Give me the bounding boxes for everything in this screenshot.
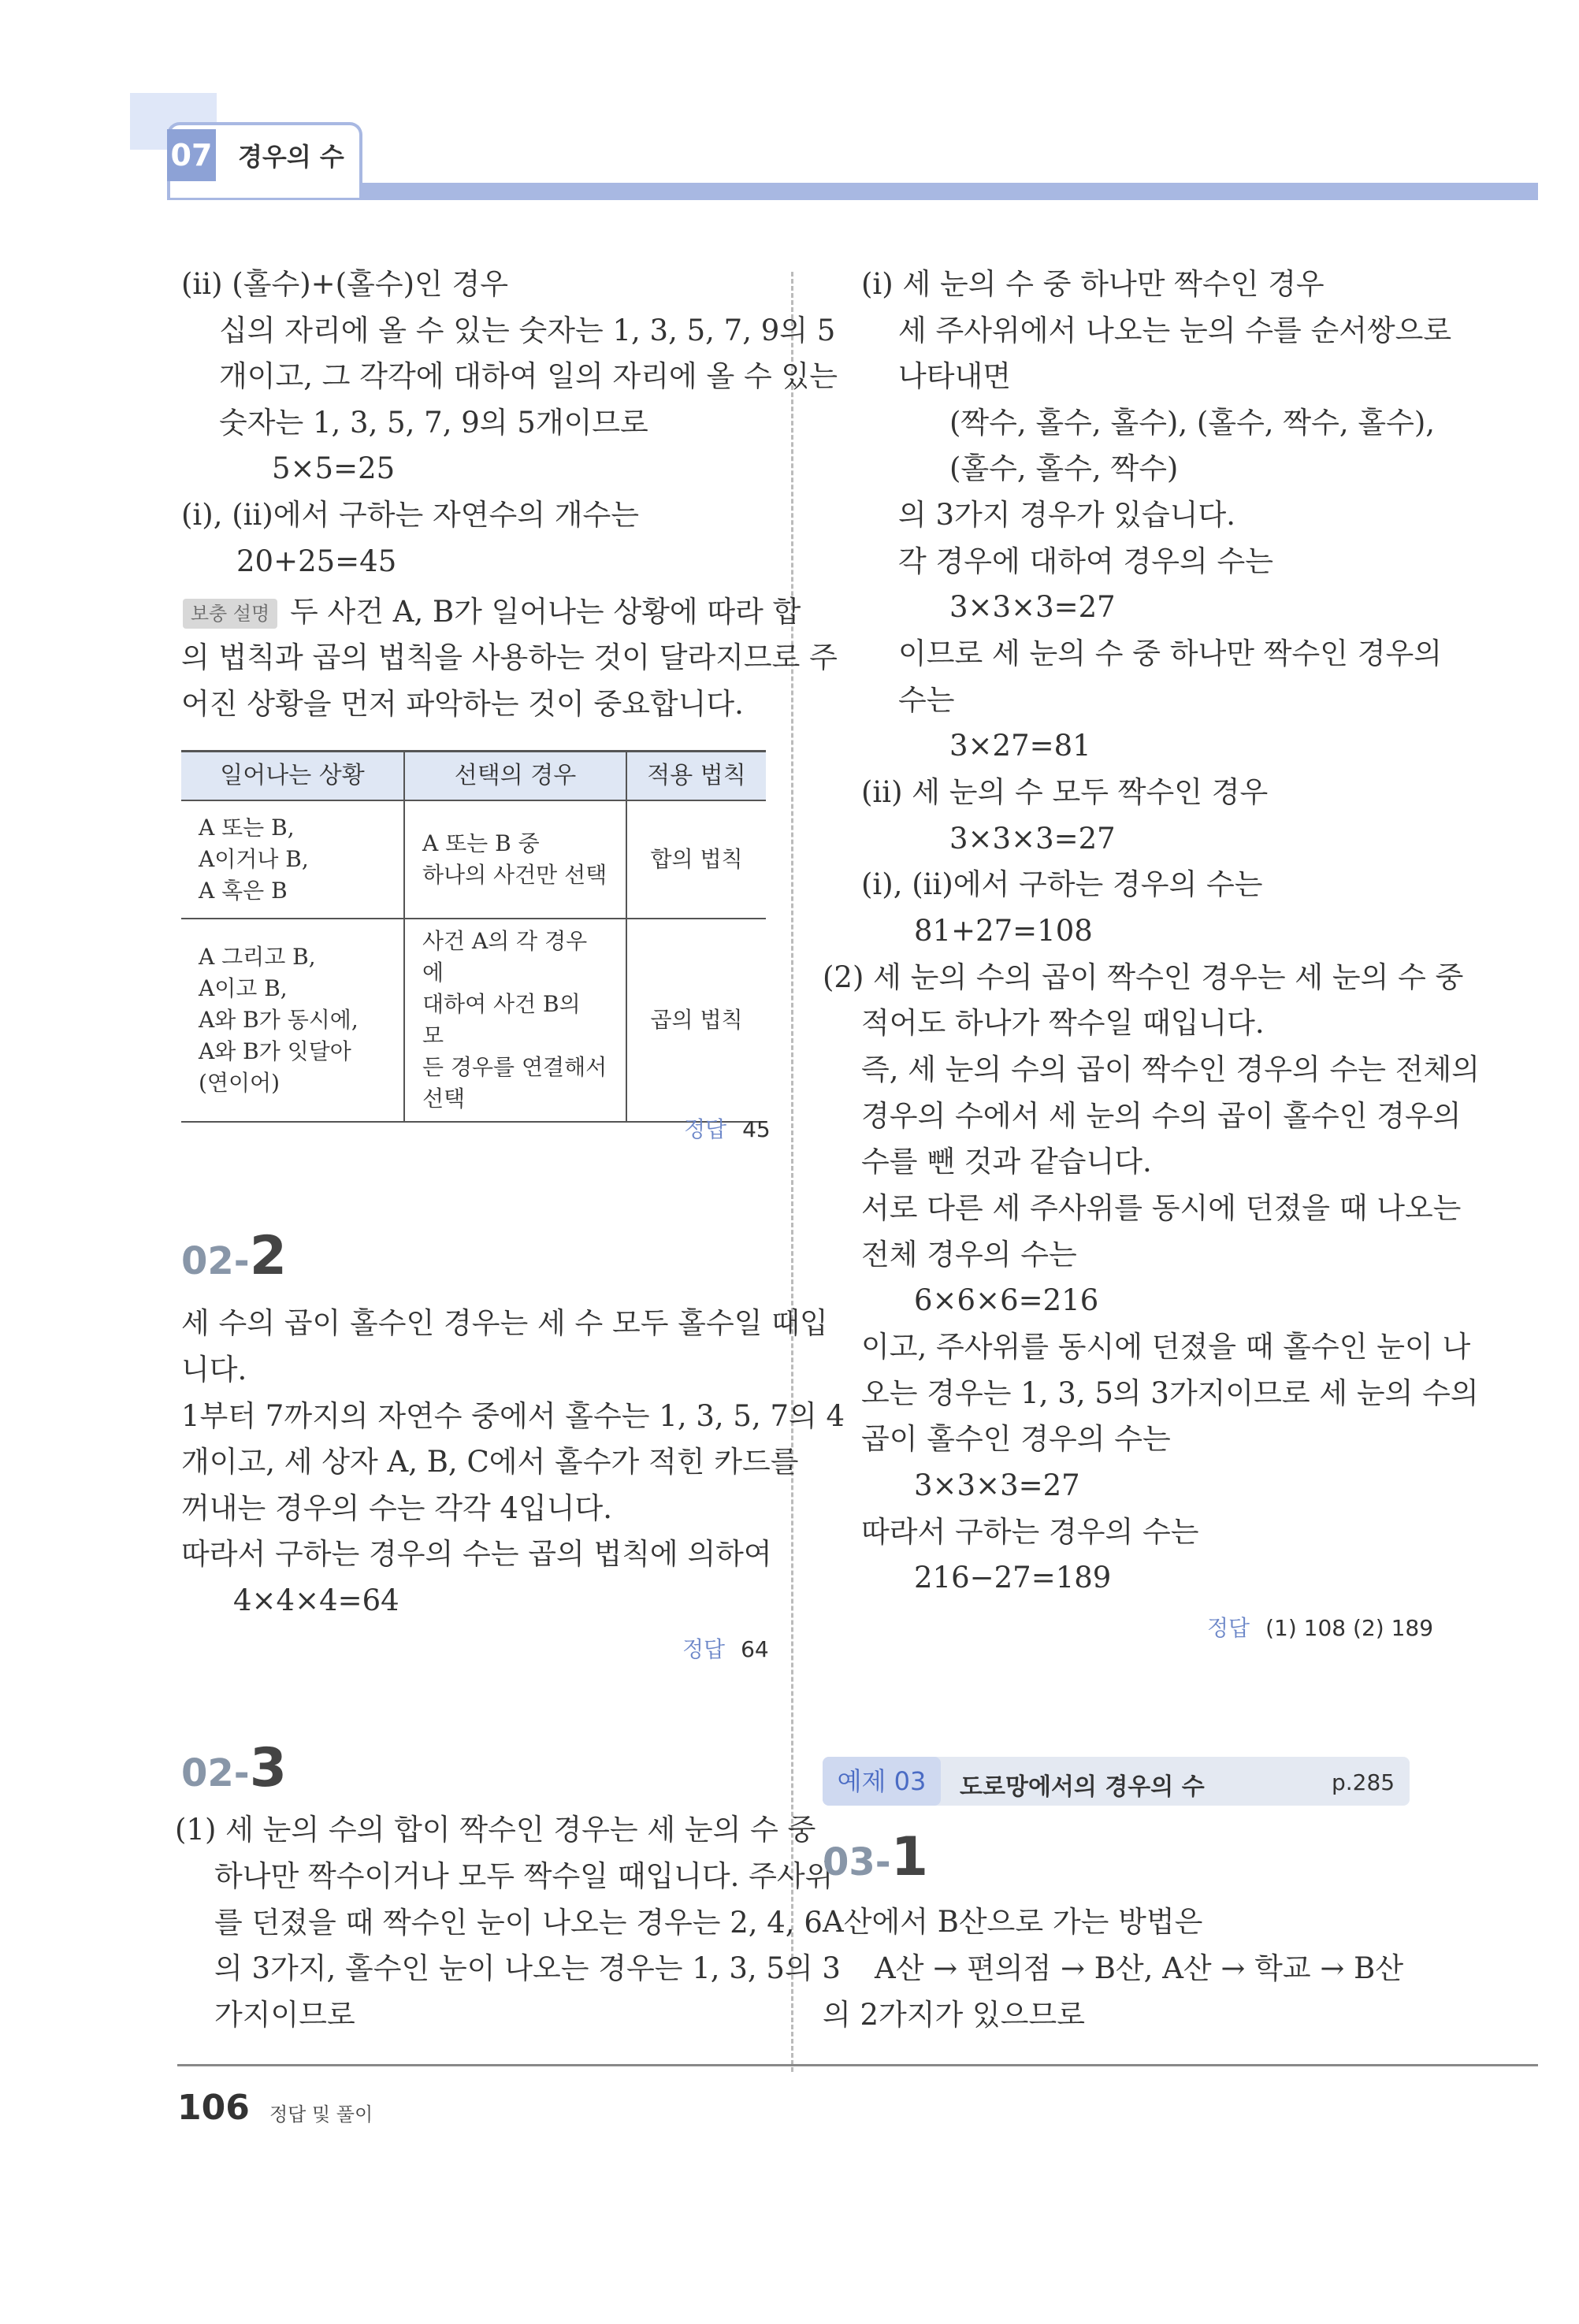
rules-table	[181, 750, 766, 1123]
text-line: (짝수, 홀수, 홀수), (홀수, 짝수, 홀수),	[949, 406, 1436, 440]
text-line: 각 경우에 대하여 경우의 수는	[898, 544, 1273, 578]
header-bar	[167, 183, 1538, 200]
footer-section: 정답 및 풀이	[269, 2103, 373, 2125]
answer-label: 정답	[684, 1116, 727, 1142]
text-line: 꺼내는 경우의 수는 각각 4입니다.	[181, 1491, 612, 1525]
text-line: 나타내면	[898, 359, 1011, 393]
equation: 6×6×6=216	[914, 1283, 1099, 1317]
text-line: 이므로 세 눈의 수 중 하나만 짝수인 경우의	[898, 637, 1442, 670]
text-line: 가지이므로	[214, 1998, 355, 2032]
text-line: 따라서 구하는 경우의 수는 곱의 법칙에 의하여	[181, 1537, 772, 1571]
text-line: A산에서 B산으로 가는 방법은	[823, 1905, 1203, 1939]
text-line: (2) 세 눈의 수의 곱이 짝수인 경우는 세 눈의 수 중	[823, 960, 1464, 994]
text-line: (ⅰ), (ⅱ)에서 구하는 자연수의 개수는	[181, 498, 639, 532]
answer-label: 정답	[682, 1636, 726, 1662]
note-line: 의 법칙과 곱의 법칙을 사용하는 것이 달라지므로 주	[181, 640, 838, 674]
chapter-number: 07	[167, 129, 216, 181]
note-line: 어진 상황을 먼저 파악하는 것이 중요합니다.	[181, 687, 744, 721]
page-number: 106	[177, 2088, 250, 2128]
section-heading-02-3: 02-3	[181, 1737, 288, 1799]
equation: 3×27=81	[949, 729, 1091, 763]
text-line: 의 3가지, 홀수인 눈이 나오는 경우는 1, 3, 5의 3	[214, 1951, 841, 1985]
text-line: 숫자는 1, 3, 5, 7, 9의 5개이므로	[219, 406, 648, 440]
text-line: 따라서 구하는 경우의 수는	[861, 1515, 1199, 1549]
case-heading: (ⅱ) 세 눈의 수 모두 짝수인 경우	[861, 775, 1269, 809]
table-cell: A 그리고 B, A이고 B, A와 B가 동시에, A와 B가 잇달아 (연이어)	[181, 919, 404, 1122]
table-row	[181, 919, 766, 1122]
case-heading: (ⅰ) 세 눈의 수 중 하나만 짝수인 경우	[861, 267, 1325, 301]
text-line: A산 → 편의점 → B산, A산 → 학교 → B산	[875, 1951, 1404, 1985]
column-divider	[791, 272, 793, 2072]
equation: 5×5=25	[272, 451, 396, 485]
text-line: 오는 경우는 1, 3, 5의 3가지이므로 세 눈의 수의	[861, 1376, 1479, 1410]
table-cell: 사건 A의 각 경우에 대하여 사건 B의 모 든 경우를 연결해서 선택	[404, 919, 626, 1122]
answer	[1207, 1611, 1433, 1643]
equation: 3×3×3=27	[914, 1468, 1080, 1502]
case-heading: (ⅱ) (홀수)+(홀수)인 경우	[181, 267, 508, 301]
text-line: 1부터 7까지의 자연수 중에서 홀수는 1, 3, 5, 7의 4	[181, 1399, 845, 1433]
answer-label: 정답	[1207, 1615, 1250, 1641]
text-line: 세 수의 곱이 홀수인 경우는 세 수 모두 홀수일 때입	[181, 1306, 828, 1340]
section-heading-03-1: 03-1	[823, 1826, 929, 1888]
table-cell: A 또는 B, A이거나 B, A 혹은 B	[181, 800, 404, 919]
text-line: 수를 뺀 것과 같습니다.	[861, 1145, 1152, 1179]
table-cell: A 또는 B 중 하나의 사건만 선택	[404, 800, 626, 919]
equation: 3×3×3=27	[949, 822, 1116, 856]
table-cell: 합의 법칙	[626, 800, 766, 919]
text-line: 서로 다른 세 주사위를 동시에 던졌을 때 나오는	[861, 1191, 1462, 1225]
text-line: (ⅰ), (ⅱ)에서 구하는 경우의 수는	[861, 867, 1263, 901]
equation: 81+27=108	[914, 914, 1093, 948]
text-line: (홀수, 홀수, 짝수)	[949, 451, 1179, 485]
text-line: 개이고, 그 각각에 대하여 일의 자리에 올 수 있는	[219, 359, 838, 393]
answer-value: (1) 108 (2) 189	[1265, 1615, 1434, 1641]
text-line: 십의 자리에 올 수 있는 숫자는 1, 3, 5, 7, 9의 5	[219, 314, 836, 347]
equation: 20+25=45	[236, 544, 397, 578]
table-header: 적용 법칙	[626, 752, 766, 801]
text-line: 수는	[898, 683, 955, 717]
table-header: 일어나는 상황	[181, 752, 404, 801]
note-line: 두 사건 A, B가 일어나는 상황에 따라 합	[290, 595, 801, 629]
answer	[684, 1112, 771, 1144]
text-line: 의 3가지 경우가 있습니다.	[898, 498, 1236, 532]
chapter-title: 경우의 수	[238, 142, 344, 172]
text-line: 경우의 수에서 세 눈의 수의 곱이 홀수인 경우의	[861, 1099, 1462, 1133]
text-line: 적어도 하나가 짝수일 때입니다.	[861, 1006, 1265, 1040]
text-line: 즉, 세 눈의 수의 곱이 짝수인 경우의 수는 전체의	[861, 1052, 1480, 1086]
example-title: 도로망에서의 경우의 수	[960, 1773, 1205, 1801]
text-line: 개이고, 세 상자 A, B, C에서 홀수가 적힌 카드를	[181, 1445, 799, 1479]
example-tag: 예제 03	[823, 1757, 941, 1806]
text-line: 를 던졌을 때 짝수인 눈이 나오는 경우는 2, 4, 6	[214, 1906, 823, 1940]
text-line: 니다.	[181, 1353, 247, 1387]
answer	[682, 1632, 769, 1664]
note-tag: 보충 설명	[183, 599, 277, 629]
text-line: 의 2가지가 있으므로	[823, 1998, 1085, 2032]
example-page: p.285	[1332, 1769, 1395, 1795]
answer-value: 45	[742, 1116, 771, 1142]
equation: 3×3×3=27	[949, 590, 1116, 624]
table-header-row	[181, 752, 766, 801]
equation: 216−27=189	[914, 1561, 1112, 1595]
answer-value: 64	[741, 1636, 769, 1662]
table-cell: 곱의 법칙	[626, 919, 766, 1122]
section-heading-02-2: 02-2	[181, 1225, 288, 1287]
equation: 4×4×4=64	[233, 1583, 399, 1617]
text-line: 전체 경우의 수는	[861, 1238, 1077, 1272]
text-line: 세 주사위에서 나오는 눈의 수를 순서쌍으로	[898, 314, 1452, 347]
footer-rule	[177, 2064, 1538, 2066]
table-header: 선택의 경우	[404, 752, 626, 801]
text-line: 하나만 짝수이거나 모두 짝수일 때입니다. 주사위	[214, 1859, 834, 1893]
table-row	[181, 800, 766, 919]
text-line: 곱이 홀수인 경우의 수는	[861, 1422, 1171, 1456]
text-line: 이고, 주사위를 동시에 던졌을 때 홀수인 눈이 나	[861, 1330, 1471, 1364]
text-line: (1) 세 눈의 수의 합이 짝수인 경우는 세 눈의 수 중	[175, 1813, 816, 1847]
